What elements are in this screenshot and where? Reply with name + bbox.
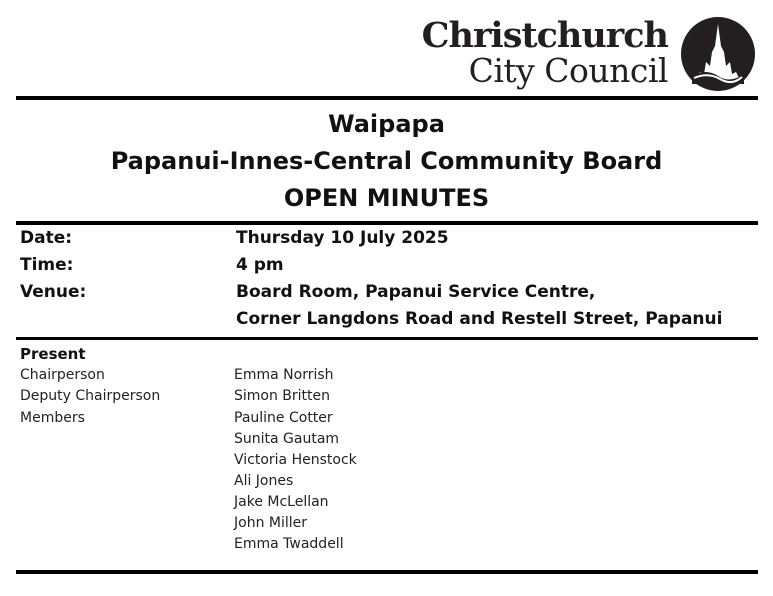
member-name: Emma Norrish [234, 367, 334, 383]
member-name: Victoria Henstock [234, 452, 357, 468]
bottom-divider [16, 570, 758, 574]
member-name: Sunita Gautam [234, 431, 340, 447]
member-name: Emma Twaddell [234, 536, 344, 552]
council-logo [421, 14, 756, 92]
venue-label: Venue: [20, 282, 87, 302]
member-name: Ali Jones [234, 473, 294, 489]
role-members: Members [20, 410, 85, 426]
top-divider [16, 96, 758, 100]
title-line-maori-name: Waipapa [328, 110, 445, 138]
member-name: John Miller [234, 515, 308, 531]
member-name: Simon Britten [234, 388, 331, 404]
venue-line-1: Board Room, Papanui Service Centre, [236, 282, 596, 302]
venue-line-2: Corner Langdons Road and Restell Street, Papanui [236, 309, 723, 329]
title-line-board-name: Papanui-Innes-Central Community Board [110, 147, 663, 175]
date-value: Thursday 10 July 2025 [236, 228, 449, 248]
document-title [0, 106, 773, 217]
details-divider [16, 337, 758, 340]
role-deputy-chairperson: Deputy Chairperson [20, 388, 161, 404]
member-name: Jake McLellan [234, 494, 329, 510]
title-divider [16, 221, 758, 225]
time-value: 4 pm [236, 255, 284, 275]
role-chairperson: Chairperson [20, 367, 105, 383]
time-label: Time: [20, 255, 74, 275]
member-name: Pauline Cotter [234, 410, 333, 426]
date-label: Date: [20, 228, 73, 248]
logo-line-1: Christchurch [421, 15, 668, 56]
cathedral-spire-emblem-icon [680, 16, 756, 92]
present-heading: Present [20, 345, 86, 363]
logo-line-2: City Council [468, 51, 668, 90]
logo-wordmark [421, 14, 668, 90]
title-line-minutes: OPEN MINUTES [283, 184, 490, 212]
